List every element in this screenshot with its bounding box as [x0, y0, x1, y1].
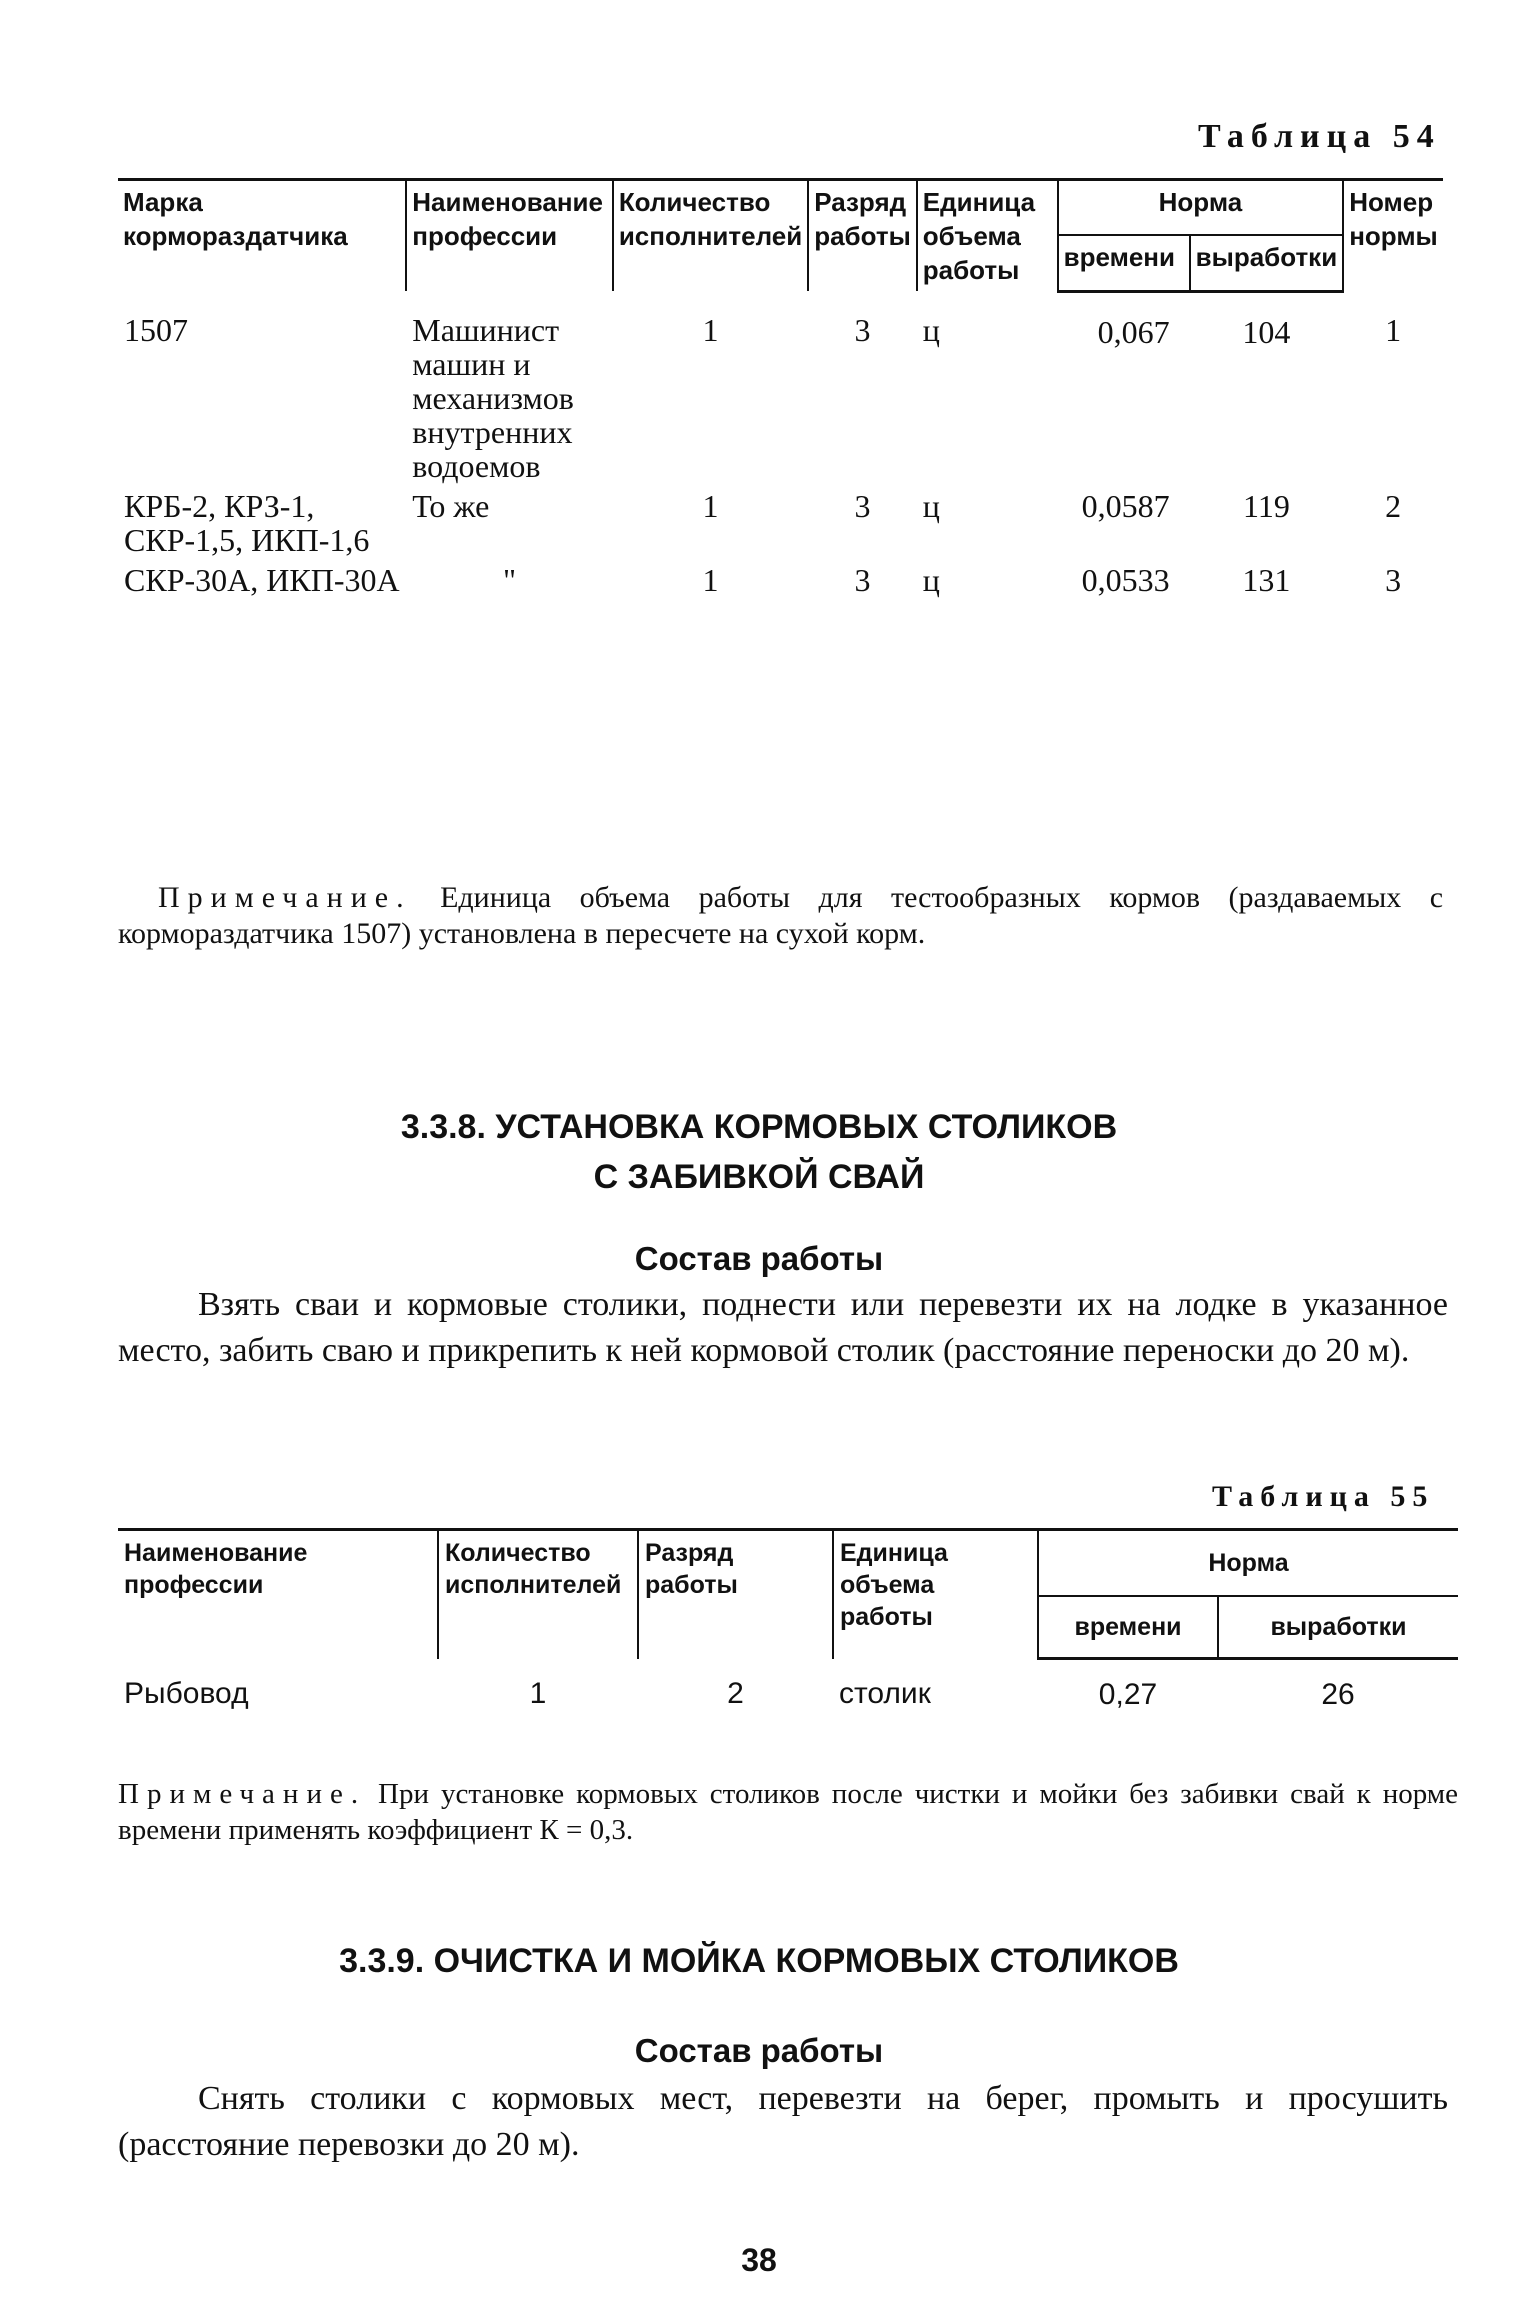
header-count: Количество исполнителей [613, 180, 808, 292]
header-number: Номер нормы [1343, 180, 1443, 292]
header-grade: Разряд работы [808, 180, 917, 292]
section-338-title-line1: 3.3.8. УСТАНОВКА КОРМОВЫХ СТОЛИКОВ [400, 1108, 1118, 1146]
cell-count: 1 [529, 1676, 547, 1710]
table-55-caption: Таблица 55 [1212, 1480, 1435, 1513]
header-unit: Единица объема работы [917, 180, 1058, 292]
cell-output: 104 [1242, 313, 1291, 350]
cell-time: 0,067 [1097, 313, 1170, 350]
cell-time: 0,27 [1098, 1678, 1158, 1711]
cell-unit: ц [922, 562, 940, 598]
header-time: времени [1038, 1596, 1218, 1659]
cell-profession: То же [412, 488, 490, 524]
table-row [118, 486, 1443, 560]
cell-profession: Машинист машин и механизмов внутренних водоемов [412, 312, 574, 484]
cell-time: 0,0587 [1081, 488, 1170, 524]
cell-number: 3 [1385, 562, 1402, 598]
table-row [118, 560, 1443, 600]
page-number: 38 [741, 2242, 777, 2278]
section-338-subtitle: Состав работы [634, 1240, 884, 1277]
note-text: При установке кормовых столиков после чистки и мойки без забивки свай к норме времени применять коэффициент К = 0,3. [118, 1778, 1459, 1846]
header-count: Количество исполнителей [438, 1530, 638, 1659]
section-339-subtitle: Состав работы [634, 2032, 884, 2069]
cell-brand: 1507 [124, 312, 188, 348]
cell-unit: ц [922, 312, 940, 348]
cell-grade: 3 [854, 488, 871, 524]
note-label: Примечание. [118, 1778, 367, 1810]
cell-output: 131 [1242, 562, 1291, 598]
cell-profession: " [503, 562, 517, 598]
header-output: выработки [1190, 235, 1344, 291]
header-profession: Наименование профессии [406, 180, 613, 292]
section-338-title-line2: С ЗАБИВКОЙ СВАЙ [593, 1158, 925, 1196]
header-norm: Норма [1038, 1530, 1458, 1597]
header-norm: Норма [1058, 180, 1344, 236]
header-brand: Марка кормораздатчика [118, 180, 406, 292]
cell-brand: СКР-30А, ИКП-30А [124, 562, 400, 598]
table-55-note [118, 1776, 1458, 1848]
cell-grade: 2 [727, 1676, 744, 1710]
table-54-caption: Таблица 54 [1198, 118, 1441, 155]
section-338-title [0, 1102, 1518, 1202]
note-text: Единица объема работы для тестообразных кормов (раздаваемых с кормораздатчика 1507) установлена в пересчете на сухой корм. [118, 881, 1444, 950]
section-338-text: Взять сваи и кормовые столики, поднести или перевезти их на лодке в указанное место, забить сваю и прикрепить к ней кормовой столик (расстояние переноски до 20 м). [118, 1286, 1448, 1369]
table-54 [118, 178, 1443, 600]
table-54-note [118, 880, 1443, 952]
header-profession: Наименование профессии [118, 1530, 438, 1659]
header-output: выработки [1218, 1596, 1458, 1659]
cell-unit: столик [839, 1676, 931, 1710]
cell-count: 1 [702, 488, 719, 524]
header-grade: Разряд работы [638, 1530, 833, 1659]
cell-output: 119 [1243, 488, 1290, 524]
table-row [118, 1659, 1458, 1719]
cell-time: 0,0533 [1081, 562, 1170, 598]
cell-number: 1 [1385, 312, 1402, 348]
cell-profession: Рыбовод [124, 1676, 249, 1710]
section-339-text: Снять столики с кормовых мест, перевезти на берег, промыть и просушить (расстояние перевозки до 20 м). [118, 2080, 1448, 2163]
header-time: времени [1058, 235, 1190, 291]
cell-count: 1 [702, 312, 719, 348]
cell-number: 2 [1385, 488, 1402, 524]
table-55 [118, 1528, 1458, 1718]
cell-unit: ц [922, 488, 940, 524]
cell-brand: КРБ-2, КРЗ-1, СКР-1,5, ИКП-1,6 [124, 488, 370, 558]
cell-grade: 3 [854, 312, 871, 348]
section-339-title: 3.3.9. ОЧИСТКА И МОЙКА КОРМОВЫХ СТОЛИКОВ [339, 1942, 1179, 1980]
cell-count: 1 [702, 562, 719, 598]
table-row [118, 291, 1443, 486]
cell-output: 26 [1321, 1678, 1355, 1711]
header-unit: Единица объема работы [833, 1530, 1038, 1659]
note-label: Примечание. [158, 881, 412, 914]
cell-grade: 3 [854, 562, 871, 598]
